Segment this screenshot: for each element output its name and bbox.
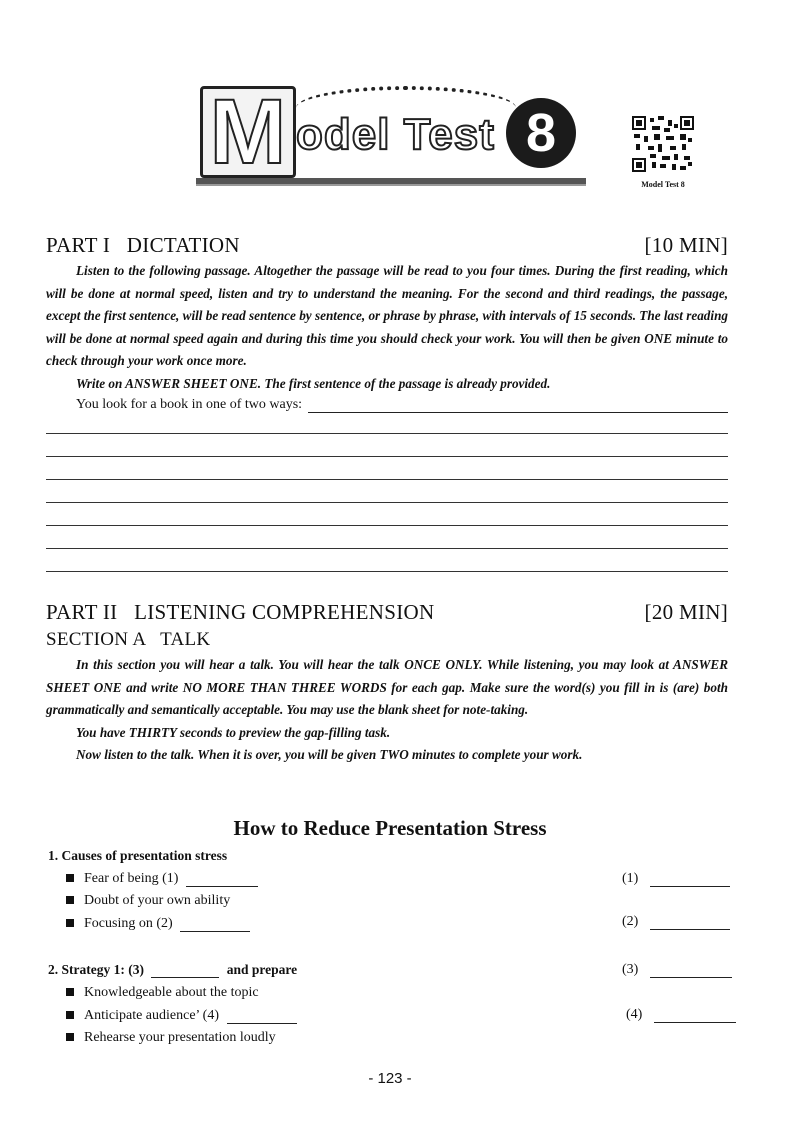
gap-blank[interactable] — [227, 1011, 297, 1024]
bullet-icon — [66, 1033, 74, 1041]
bullet-icon — [66, 874, 74, 882]
answer-blank[interactable] — [650, 874, 730, 887]
logo-text: odel Test — [296, 110, 495, 159]
task-title: How to Reduce Presentation Stress — [233, 816, 547, 840]
answer-4-label: (4) — [626, 1007, 643, 1022]
qr-code-icon — [632, 116, 694, 172]
answer-blank[interactable] — [654, 1010, 736, 1023]
task-bullet-4 — [66, 985, 259, 1001]
task-heading-2-post: and prepare — [226, 962, 298, 977]
gap-blank[interactable] — [180, 919, 250, 932]
model-test-logo — [196, 78, 586, 190]
task-bullet-3 — [66, 916, 250, 932]
task-bullet-5 — [66, 1008, 297, 1024]
part2-title: PART II LISTENING COMPREHENSION — [46, 600, 435, 624]
qr-caption: Model Test 8 — [641, 180, 685, 189]
task-bullet-1-text: Fear of being (1) — [84, 871, 179, 886]
dictation-line[interactable] — [46, 479, 728, 480]
task-bullet-4-text: Knowledgeable about the topic — [84, 985, 259, 1000]
task-bullet-1 — [66, 871, 258, 887]
part1-heading — [46, 233, 728, 258]
part1-time: [10 MIN] — [644, 233, 728, 257]
bullet-icon — [66, 919, 74, 927]
gap-blank[interactable] — [186, 874, 258, 887]
answer-2-label: (2) — [622, 914, 639, 929]
part2-time: [20 MIN] — [644, 600, 728, 624]
gap-blank[interactable] — [151, 965, 219, 978]
part1-instruction-1: Listen to the following passage. Altogether the passage will be read to you four times. During the first reading, which will be done at normal speed, listen and try to understand the meaning. For the second and third readings, the passage, except the first sentence, will be read sentence by sentence, or phrase by phrase, with intervals of 15 seconds. The last reading will be done at normal speed again and during this time you should check your work. You will then be given ONE minute to check through your work once more. — [46, 263, 728, 368]
part2-heading — [46, 600, 728, 625]
dictation-line[interactable] — [46, 525, 728, 526]
dictation-line[interactable] — [46, 502, 728, 503]
section-a-heading: SECTION A TALK — [46, 629, 211, 650]
task-heading-2 — [48, 962, 297, 978]
dictation-answer-blank[interactable] — [308, 398, 728, 413]
page-number: - 123 - — [368, 1070, 412, 1087]
answer-1 — [622, 871, 730, 887]
answer-3-label: (3) — [622, 962, 639, 977]
bullet-icon — [66, 1011, 74, 1019]
answer-3 — [622, 962, 732, 978]
part1-instructions — [46, 260, 728, 395]
part1-instruction-2: Write on ANSWER SHEET ONE. The first sentence of the passage is already provided. — [76, 375, 551, 391]
answer-4 — [626, 1007, 736, 1023]
dictation-first-sentence: You look for a book in one of two ways: — [76, 397, 303, 412]
answer-1-label: (1) — [622, 871, 639, 886]
bullet-icon — [66, 988, 74, 996]
task-bullet-2-text: Doubt of your own ability — [84, 893, 231, 908]
dictation-first-line — [76, 397, 728, 413]
part2-instruction-3: Now listen to the talk. When it is over, you will be given TWO minutes to complete your work. — [76, 747, 583, 762]
task-bullet-2 — [66, 893, 230, 909]
dictation-line[interactable] — [46, 571, 728, 572]
answer-blank[interactable] — [650, 965, 732, 978]
task-bullet-5-text: Anticipate audience’ (4) — [84, 1008, 220, 1023]
task-bullet-3-text: Focusing on (2) — [84, 916, 173, 931]
part2-instruction-1: In this section you will hear a talk. You will hear the talk ONCE ONLY. While listening, you may look at ANSWER SHEET ONE and write NO MORE THAN THREE WORDS for each gap. Make sure the word(s) you fill in is (are) both grammatically and semantically acceptable. You may use the blank sheet for note-taking. — [46, 657, 728, 717]
bullet-icon — [66, 896, 74, 904]
dictation-line[interactable] — [46, 433, 728, 434]
part2-instructions — [46, 654, 728, 767]
logo-underline — [196, 178, 586, 186]
task-heading-2-pre: 2. Strategy 1: (3) — [48, 962, 144, 977]
logo-letter-m: M — [200, 86, 296, 178]
part1-title: PART I DICTATION — [46, 233, 240, 257]
answer-2 — [622, 914, 730, 930]
dictation-line[interactable] — [46, 548, 728, 549]
task-heading-1: 1. Causes of presentation stress — [48, 848, 228, 863]
task-bullet-6 — [66, 1030, 276, 1046]
dictation-line[interactable] — [46, 456, 728, 457]
part2-instruction-2: You have THIRTY seconds to preview the gap-filling task. — [76, 724, 391, 740]
task-bullet-6-text: Rehearse your presentation loudly — [84, 1030, 276, 1045]
logo-number-badge: 8 — [506, 98, 576, 168]
answer-blank[interactable] — [650, 917, 730, 930]
